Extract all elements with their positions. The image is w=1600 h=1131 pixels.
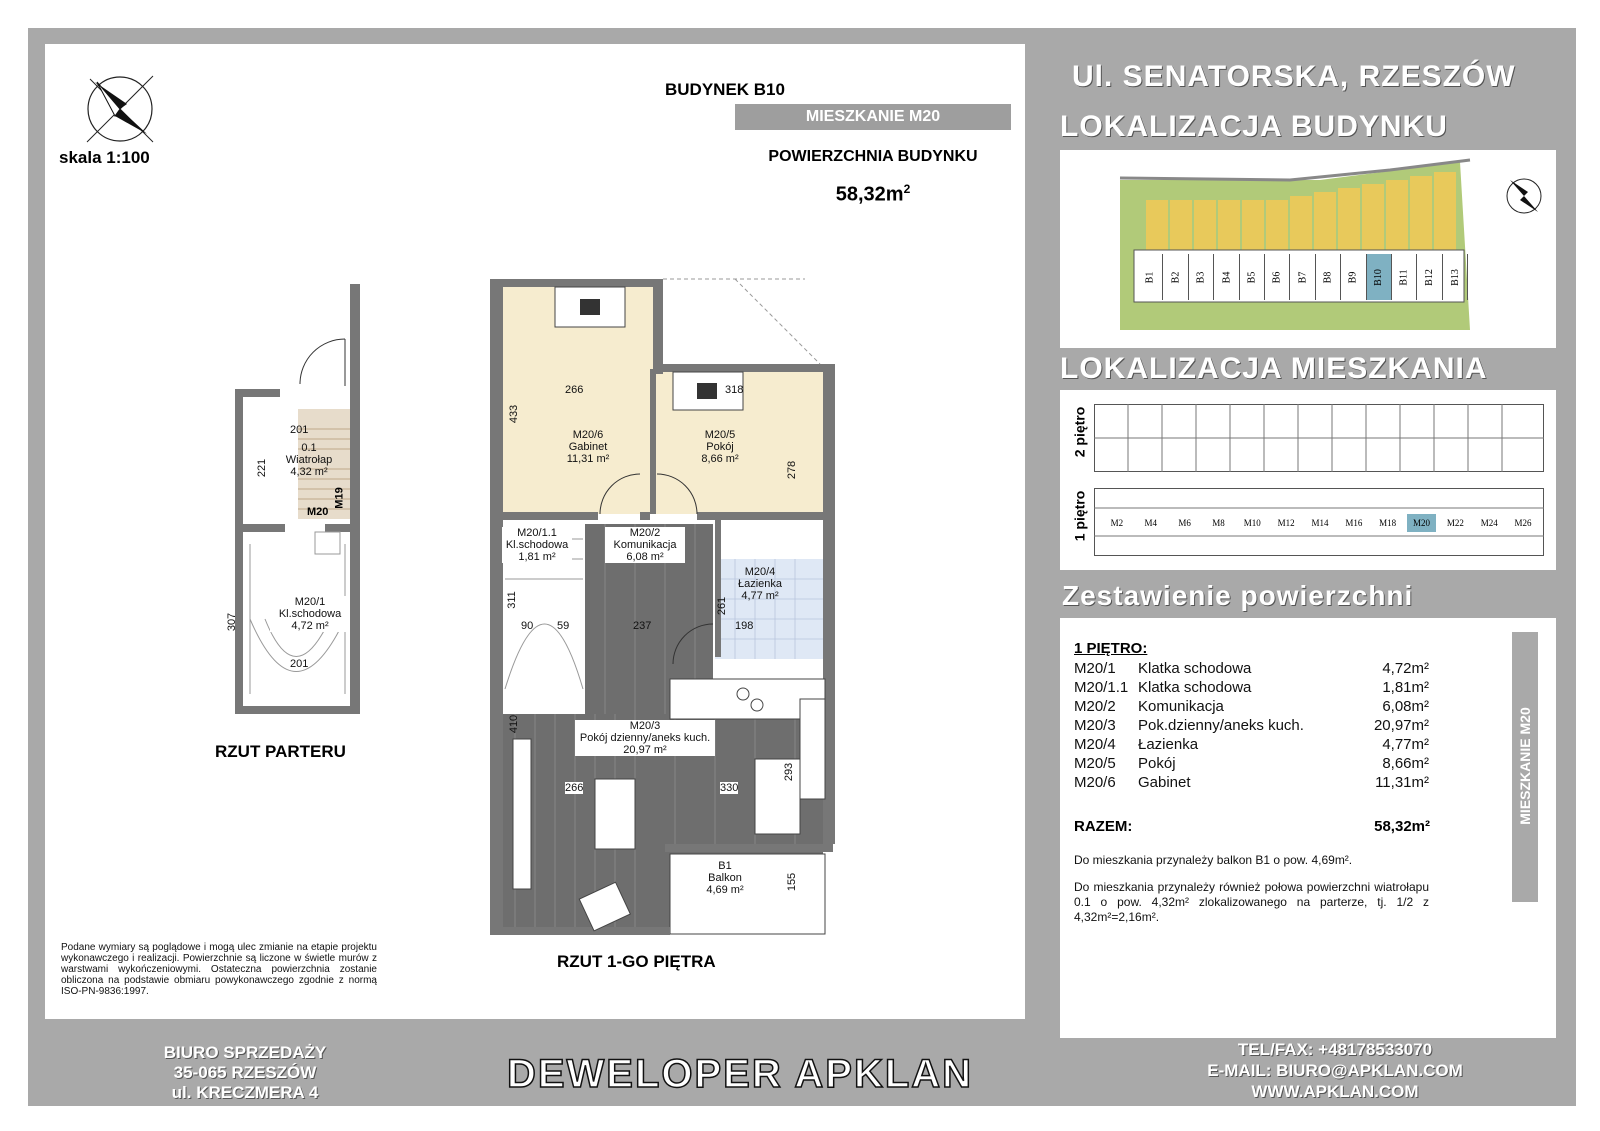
building-cell-b7[interactable] (1290, 254, 1315, 300)
building-cell-b11[interactable] (1392, 254, 1417, 300)
summary-total-value: 58,32m² (1374, 818, 1430, 835)
dim-bath-width: 198 (735, 620, 754, 632)
summary-row (1074, 774, 1429, 793)
dim-stairs-a: 90 (521, 620, 534, 632)
room-gabinet: M20/6 Gabinet 11,31 m² (566, 429, 610, 465)
area-value: $58,32m^2$ (835, 182, 911, 206)
plan-panel (45, 44, 1025, 1019)
summary-panel (1060, 618, 1556, 1038)
floor2-plan (1094, 404, 1544, 472)
summary-code: M20/6 (1074, 774, 1116, 791)
dim-table: 293 (783, 762, 796, 782)
room-stairs-first: M20/1.1 Kl.schodowa 1,81 m² (502, 527, 572, 563)
tel: TEL/FAX: +48178533070 (1237, 1040, 1433, 1059)
apartment-cell-m2[interactable]: M2 (1102, 514, 1132, 532)
summary-total-label: RAZEM: (1074, 818, 1133, 835)
tag-m19: M19 (333, 487, 346, 509)
building-cell-b5[interactable] (1240, 254, 1265, 300)
summary-note-vestibule: Do mieszkania przynależy również połowa powierzchni wiatrołapu 0.1 o pow. 4,32m² zlokalizowanego na parterze, tj. 1/2 z 4,32m²=2,16m². (1074, 880, 1429, 924)
apartment-cell-m16[interactable]: M16 (1339, 514, 1369, 532)
building-label: B10 (1373, 268, 1385, 286)
apartment-map-panel (1060, 390, 1556, 570)
dim-corridor: 237 (633, 620, 652, 632)
summary-note-balcony: Do mieszkania przynależy balkon B1 o pow. 4,69m². (1074, 853, 1353, 867)
building-cell-b12[interactable] (1417, 254, 1442, 300)
ground-dim-1: 201 (290, 424, 309, 436)
summary-name: Pokój (1138, 755, 1176, 772)
summary-row (1074, 698, 1429, 717)
building-cell-b8[interactable] (1316, 254, 1341, 300)
ground-dim-2: 221 (256, 458, 269, 478)
apartment-cell-m12[interactable]: M12 (1271, 514, 1301, 532)
summary-area: 6,08m² (1382, 698, 1429, 715)
email[interactable]: E-MAIL: BIURO@APKLAN.COM (1207, 1061, 1463, 1080)
summary-code: M20/5 (1074, 755, 1116, 772)
apartment-cell-m24[interactable]: M24 (1474, 514, 1504, 532)
apartment-cell-m26[interactable]: M26 (1508, 514, 1538, 532)
summary-area: 20,97m² (1373, 717, 1429, 734)
office-title: BIURO SPRZEDAŻY (163, 1043, 327, 1062)
dim-gabinet-width: 266 (565, 384, 584, 396)
office-street: ul. KRECZMERA 4 (171, 1083, 319, 1102)
tag-m20: M20 (307, 506, 329, 518)
site-map-panel (1060, 150, 1556, 348)
summary-area: 4,72m² (1382, 660, 1429, 677)
apartment-cell-m14[interactable]: M14 (1305, 514, 1335, 532)
building-label: B5 (1246, 271, 1258, 283)
building-label: B11 (1398, 268, 1410, 286)
summary-row (1074, 755, 1429, 774)
first-floor-plan (475, 259, 865, 939)
building-cell-b6[interactable] (1265, 254, 1290, 300)
building-cell-b4[interactable] (1214, 254, 1239, 300)
summary-name: Klatka schodowa (1138, 660, 1252, 677)
ground-floor-title: RZUT PARTERU (215, 742, 346, 761)
summary-name: Komunikacja (1138, 698, 1224, 715)
scale-label: skala 1:100 (59, 148, 150, 167)
floor1-label: 1 piętro (1071, 490, 1088, 542)
apartment-row (1100, 514, 1540, 532)
apartment-label: MIESZKANIE M20 (805, 108, 941, 125)
dim-gabinet-height: 433 (508, 404, 521, 424)
ground-room-vestibule: 0.1 Wiatrołap 4,32 m² (285, 442, 333, 478)
side-badge-label: MIESZKANIE M20 (1517, 707, 1533, 825)
building-label: B6 (1271, 271, 1283, 283)
summary-name: Gabinet (1138, 774, 1191, 791)
building-cell-b3[interactable] (1189, 254, 1214, 300)
room-living: M20/3 Pokój dzienny/aneks kuch. 20,97 m² (575, 720, 715, 756)
building-cell-b2[interactable] (1163, 254, 1188, 300)
loc-apartment-title: LOKALIZACJA MIESZKANIA (1060, 352, 1488, 385)
office-city: 35-065 RZESZÓW (173, 1063, 317, 1082)
dim-living-a: 266 (565, 782, 584, 794)
apartment-cell-m8[interactable]: M8 (1204, 514, 1234, 532)
summary-code: M20/1.1 (1074, 679, 1129, 696)
summary-area: 8,66m² (1382, 755, 1429, 772)
apartment-cell-m22[interactable]: M22 (1440, 514, 1470, 532)
dim-living-b: 330 (720, 782, 739, 794)
dim-stairs-b: 59 (557, 620, 570, 632)
building-label: B2 (1170, 271, 1182, 283)
room-komunikacja: M20/2 Komunikacja 6,08 m² (605, 527, 685, 563)
apartment-cell-m20[interactable]: M20 (1407, 514, 1437, 532)
dim-pokoj-height: 278 (786, 460, 799, 480)
dim-balcony: 155 (786, 872, 799, 892)
summary-row (1074, 736, 1429, 755)
building-cell-b9[interactable] (1341, 254, 1366, 300)
building-label: BUDYNEK B10 (665, 80, 785, 99)
summary-code: M20/4 (1074, 736, 1116, 753)
summary-row (1074, 660, 1429, 679)
apartment-cell-m10[interactable]: M10 (1237, 514, 1267, 532)
summary-name: Łazienka (1138, 736, 1199, 753)
site-map (1060, 150, 1556, 348)
apartment-cell-m4[interactable]: M4 (1136, 514, 1166, 532)
dim-living-height: 410 (508, 714, 521, 734)
dim-stairs-height: 311 (505, 591, 518, 609)
building-cell-b13[interactable] (1443, 254, 1468, 300)
ground-room-stairs: M20/1 Kl.schodowa 4,72 m² (270, 596, 350, 632)
floor2-label: 2 piętro (1071, 406, 1088, 458)
building-label: B8 (1322, 271, 1334, 283)
building-label: B3 (1195, 271, 1207, 283)
compass-icon (75, 64, 165, 154)
building-label: B12 (1423, 268, 1435, 286)
building-row (1138, 254, 1468, 300)
building-cell-b1[interactable] (1138, 254, 1163, 300)
dim-bath-height: 261 (716, 596, 729, 616)
building-label: B13 (1449, 268, 1461, 286)
disclaimer: Podane wymiary są poglądowe i mogą ulec zmianie na etapie projektu wykonawczego i realizacji. Powierzchnie są liczone w świetle murów z warstwami wykończeniowymi. Ostateczna powierzchnia zostanie obliczona na podstawie obmiaru powykonawczego zgodnie z normą ISO-PN-9836:1997. (61, 942, 377, 997)
summary-title: Zestawienie powierzchni (1062, 580, 1414, 611)
apartment-cell-m18[interactable]: M18 (1373, 514, 1403, 532)
summary-code: M20/2 (1074, 698, 1116, 715)
building-label: B1 (1144, 271, 1156, 283)
building-cell-b10[interactable] (1367, 254, 1392, 300)
summary-name: Klatka schodowa (1138, 679, 1252, 696)
apartment-cell-m6[interactable]: M6 (1170, 514, 1200, 532)
first-floor-title: RZUT 1-GO PIĘTRA (557, 952, 716, 971)
summary-area: 1,81m² (1382, 679, 1429, 696)
dim-pokoj-width: 318 (725, 384, 744, 396)
room-lazienka: M20/4 Łazienka 4,77 m² (737, 566, 783, 602)
summary-area: 11,31m² (1375, 774, 1429, 791)
address-title: Ul. SENATORSKA, RZESZÓW (1072, 60, 1516, 93)
summary-area: 4,77m² (1382, 736, 1429, 753)
building-label: B7 (1297, 271, 1309, 283)
room-balkon: B1 Balkon 4,69 m² (706, 860, 744, 896)
summary-row (1074, 717, 1429, 736)
website[interactable]: WWW.APKLAN.COM (1251, 1082, 1419, 1101)
area-label: POWIERZCHNIA BUDYNKU (768, 148, 978, 165)
site-compass-icon (1500, 172, 1548, 220)
summary-code: M20/1 (1074, 660, 1116, 677)
summary-row (1074, 679, 1429, 698)
summary-code: M20/3 (1074, 717, 1116, 734)
ground-floor-plan (230, 274, 380, 724)
summary-floor: 1 PIĘTRO: (1074, 640, 1148, 657)
summary-rows (1074, 660, 1429, 800)
summary-name: Pok.dzienny/aneks kuch. (1138, 717, 1304, 734)
building-label: B4 (1220, 271, 1232, 283)
brand-logo: DEWELOPER APKLAN (506, 1052, 974, 1096)
ground-dim-4: 201 (290, 658, 309, 670)
ground-dim-3: 307 (226, 612, 239, 632)
room-pokoj: M20/5 Pokój 8,66 m² (701, 429, 739, 465)
loc-building-title: LOKALIZACJA BUDYNKU (1060, 110, 1448, 143)
building-label: B9 (1347, 271, 1359, 283)
